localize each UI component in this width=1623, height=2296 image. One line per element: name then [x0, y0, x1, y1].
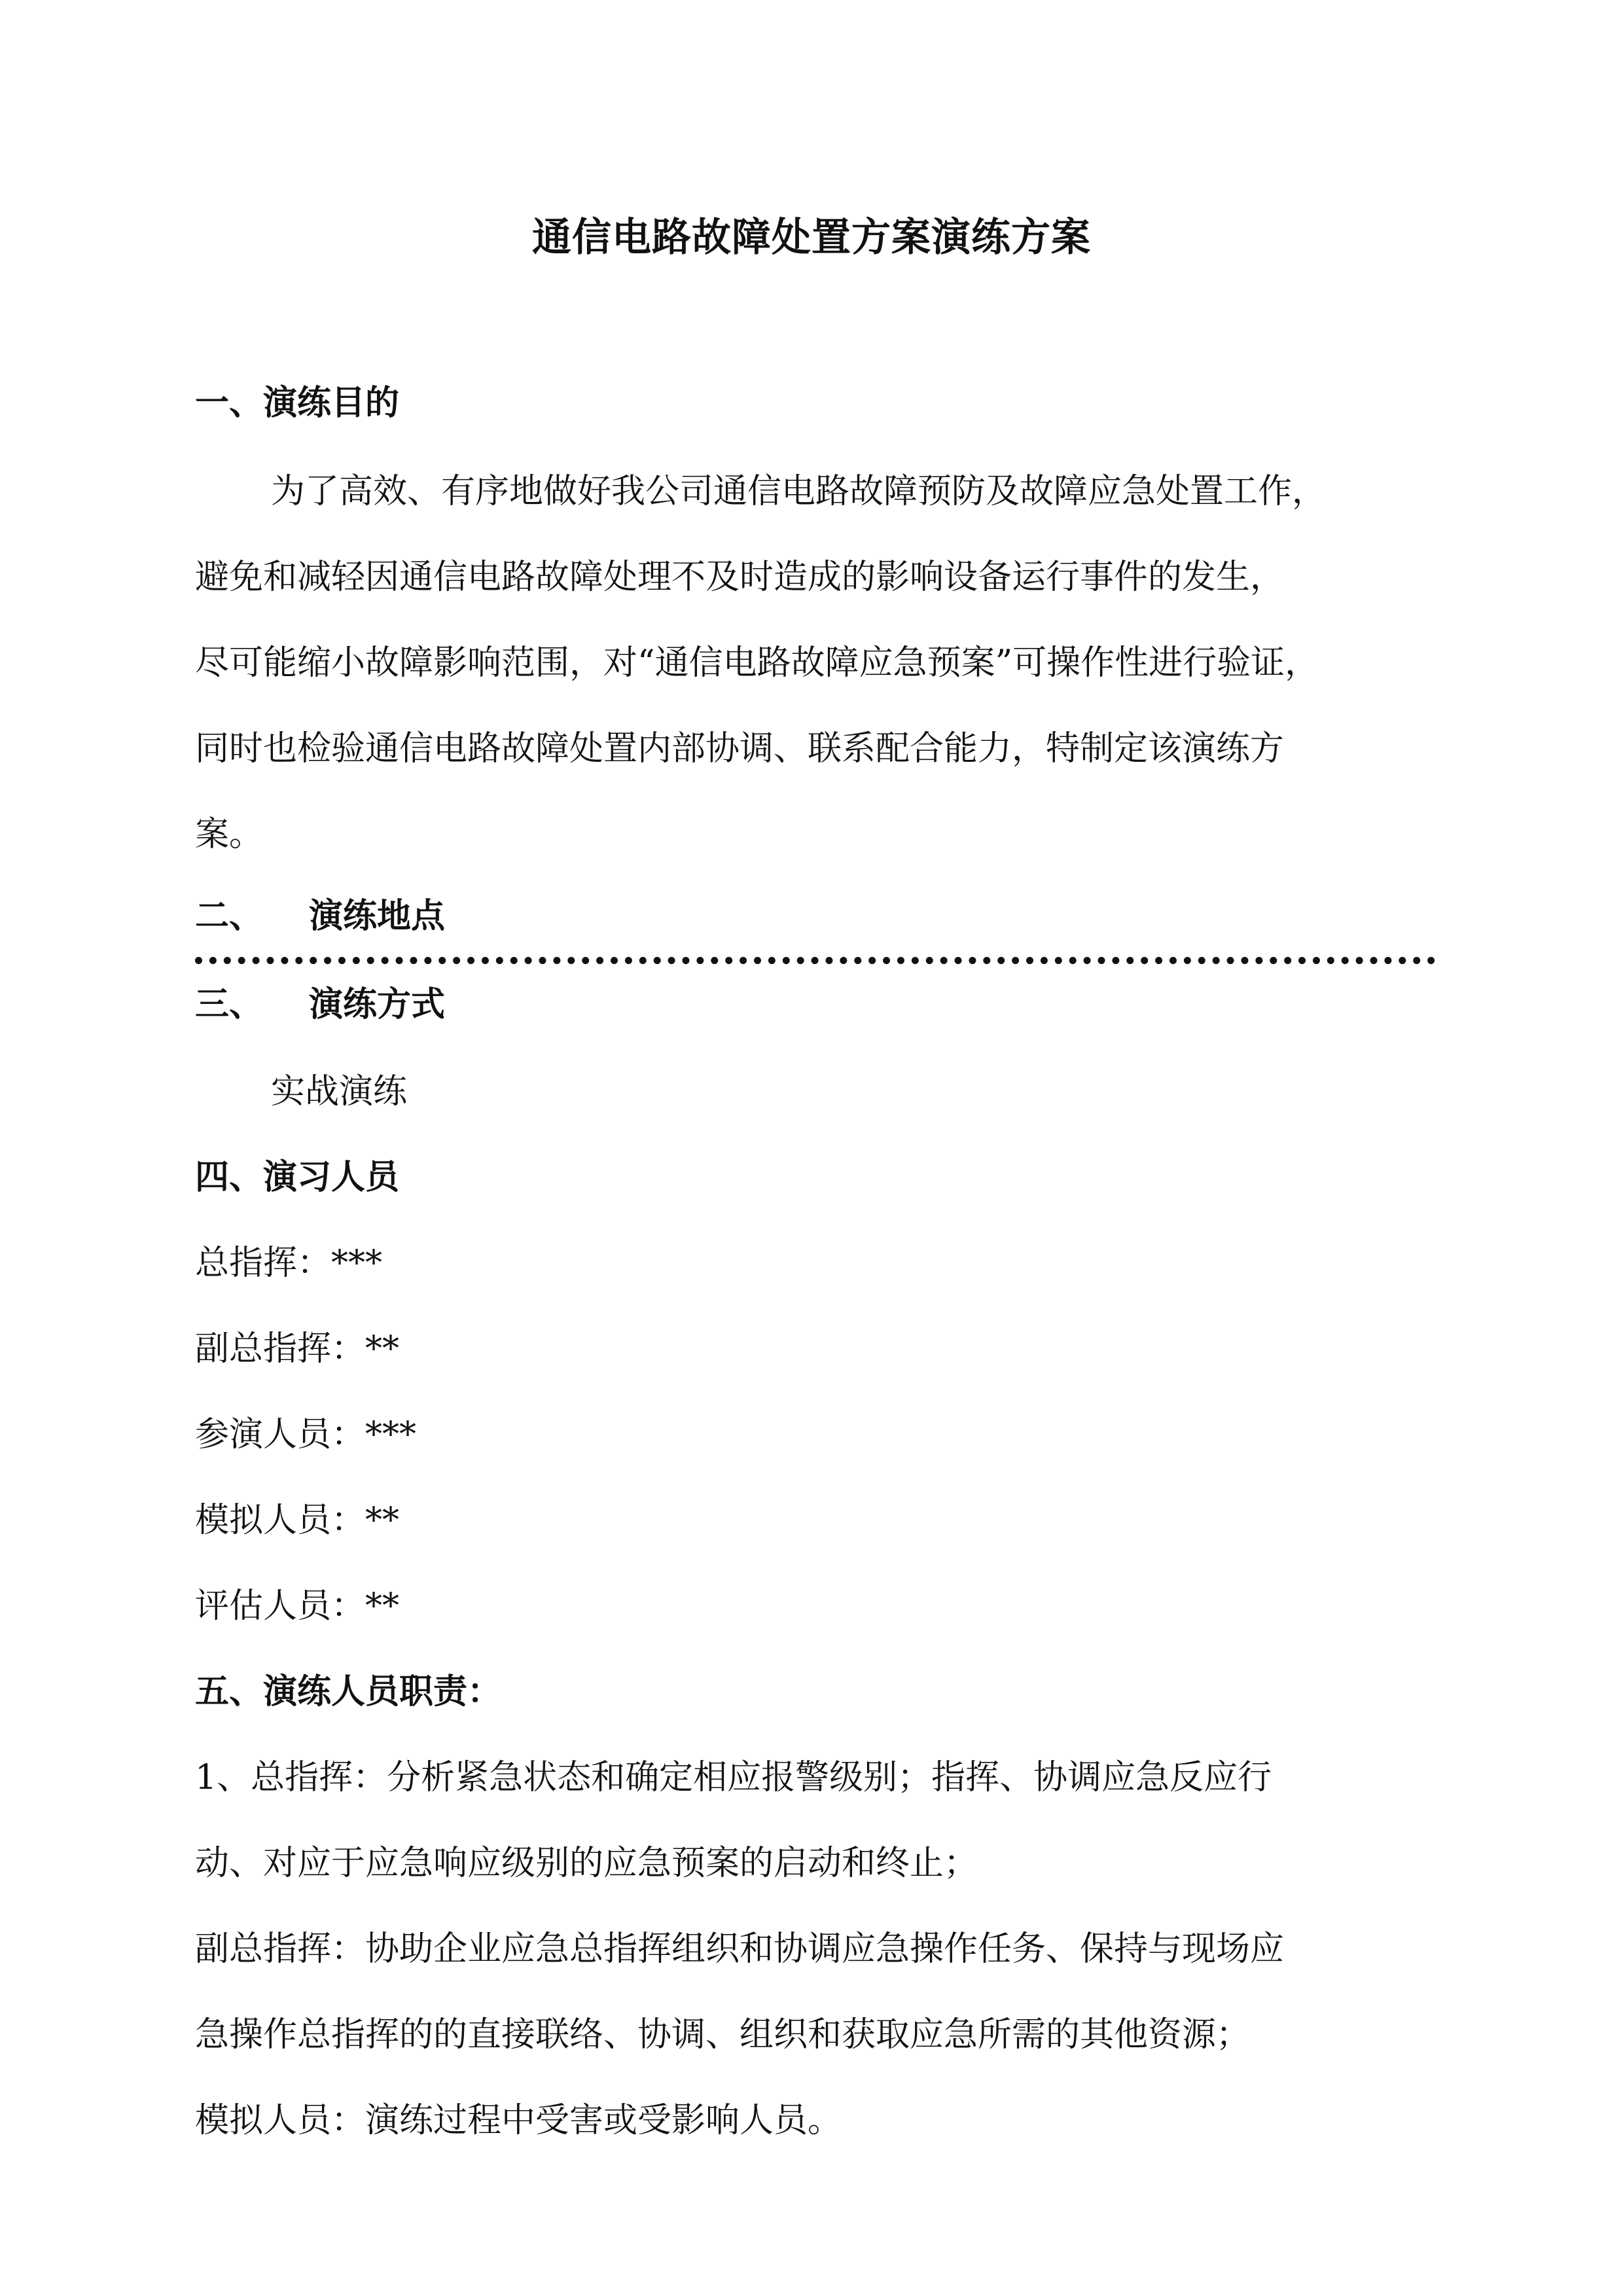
section-3-body: 实战演练 — [271, 1072, 408, 1111]
section-4-heading: 四、演习人员 — [195, 1157, 400, 1197]
section-1-line-4: 同时也检验通信电路故障处置内部协调、联系配合能力，特制定该演练方 — [195, 729, 1285, 768]
document-title: 通信电路故障处置方案演练方案 — [532, 215, 1091, 260]
section-5-line-5: 模拟人员：演练过程中受害或受影响人员。 — [195, 2101, 842, 2140]
personnel-evaluators: 评估人员：** — [195, 1587, 400, 1626]
dotted-divider — [195, 957, 1435, 964]
section-2-number: 二、 — [195, 896, 264, 936]
personnel-simulators: 模拟人员：** — [195, 1501, 400, 1540]
personnel-deputy-commander: 副总指挥：** — [195, 1329, 400, 1369]
section-5-line-2: 动、对应于应急响应级别的应急预案的启动和终止； — [195, 1844, 978, 1883]
section-1-line-3: 尽可能缩小故障影响范围，对“通信电路故障应急预案”可操作性进行验证， — [195, 643, 1319, 683]
section-2-title: 演练地点 — [309, 896, 446, 936]
section-5-heading: 五、演练人员职责： — [195, 1672, 502, 1712]
personnel-commander: 总指挥：*** — [195, 1244, 383, 1283]
section-3-heading — [195, 978, 445, 1031]
section-5-line-4: 急操作总指挥的的直接联络、协调、组织和获取应急所需的其他资源； — [195, 2015, 1251, 2054]
section-5-line-1: 1、总指挥：分析紧急状态和确定相应报警级别；指挥、协调应急反应行 — [195, 1758, 1272, 1797]
section-1-line-2: 避免和减轻因通信电路故障处理不及时造成的影响设备运行事件的发生， — [195, 558, 1285, 597]
section-1-line-1: 为了高效、有序地做好我公司通信电路故障预防及故障应急处置工作， — [271, 472, 1327, 511]
personnel-participants: 参演人员：*** — [195, 1415, 417, 1454]
section-3-number: 三、 — [195, 984, 264, 1024]
section-1-heading: 一、演练目的 — [195, 383, 400, 423]
section-2-heading — [195, 890, 445, 942]
section-5-line-3: 副总指挥：协助企业应急总指挥组织和协调应急操作任务、保持与现场应 — [195, 1929, 1285, 1969]
section-3-title: 演练方式 — [309, 984, 446, 1024]
section-1-line-5: 案。 — [195, 815, 264, 854]
